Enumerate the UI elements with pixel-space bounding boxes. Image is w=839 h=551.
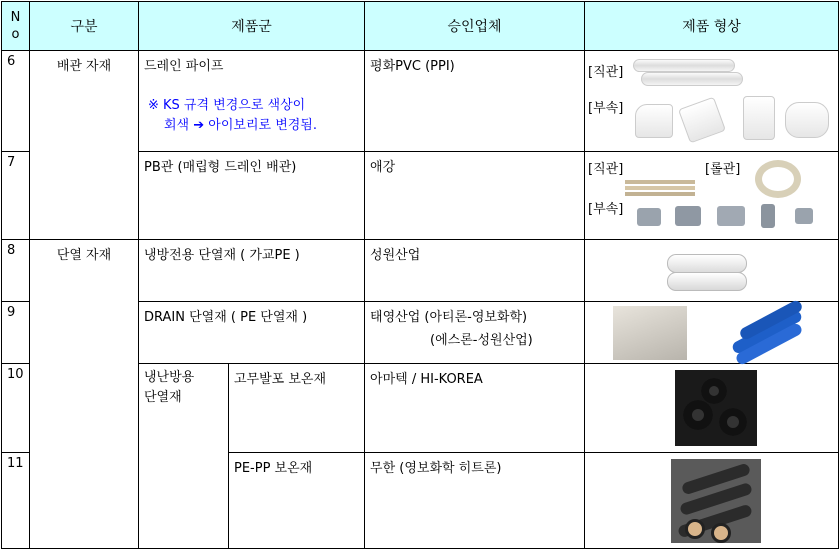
row-no: 11: [2, 453, 30, 549]
row-product: [139, 51, 365, 152]
row-company: 성원산업: [365, 240, 585, 302]
row-shape: [585, 240, 839, 302]
row-no: 9: [2, 302, 30, 364]
row-no: 7: [2, 152, 30, 240]
row-shape: [585, 152, 839, 240]
row-company: 무한 (영보화학 히트론): [365, 453, 585, 549]
pe-pp-insulation-image: [671, 459, 761, 543]
pb-straight-pipe-image: [625, 178, 697, 198]
pvc-straight-pipe-image: [633, 57, 743, 89]
row-no: 10: [2, 364, 30, 453]
pb-roll-pipe-image: [755, 160, 801, 198]
drain-pe-insulation-image: [613, 306, 687, 360]
table-row: [2, 240, 839, 302]
fitting-label: [부속]: [588, 202, 624, 217]
row-company: 아마텍 / HI-KOREA: [365, 364, 585, 453]
header-product-shape: 제품 형상: [585, 2, 839, 51]
roll-pipe-label: [롤관]: [705, 162, 741, 177]
row-company: 애강: [365, 152, 585, 240]
straight-pipe-label: [직관]: [588, 162, 624, 177]
row-shape: [585, 364, 839, 453]
row-category: 배관 자재: [30, 51, 139, 240]
company-line-1: 태영산업 (아티론-영보화학): [370, 310, 528, 325]
row-category: 단열 자재: [30, 240, 139, 549]
row-product: PB관 (매립형 드레인 배관): [139, 152, 365, 240]
fitting-label: [부속]: [588, 101, 624, 116]
straight-pipe-label: [직관]: [588, 65, 624, 80]
pe-insulation-image: [667, 250, 747, 290]
rubber-foam-insulation-image: [675, 370, 757, 446]
blue-insulation-image: [729, 308, 805, 356]
color-change-note: [144, 96, 364, 136]
row-product: 고무발포 보온재: [229, 364, 365, 453]
row-product: 냉방전용 단열재 ( 가교PE ): [139, 240, 365, 302]
note-line-1: ※ KS 규격 변경으로 색상이: [148, 98, 306, 113]
product-approval-table: [1, 1, 839, 549]
row-no: 6: [2, 51, 30, 152]
row-shape: [585, 302, 839, 364]
header-approved-company: 승인업체: [365, 2, 585, 51]
header-category: 구분: [30, 2, 139, 51]
table-header-row: [2, 2, 839, 51]
company-line-2: (에스론-성원산업): [430, 333, 533, 348]
row-product: PE-PP 보온재: [229, 453, 365, 549]
row-company: [365, 302, 585, 364]
product-name: 드레인 파이프: [144, 59, 224, 74]
row-company: 평화PVC (PPI): [365, 51, 585, 152]
row-no: 8: [2, 240, 30, 302]
header-product-group: 제품군: [139, 2, 365, 51]
pvc-fittings-image: [635, 96, 835, 144]
pb-fittings-image: [637, 202, 827, 230]
row-product: DRAIN 단열재 ( PE 단열재 ): [139, 302, 365, 364]
header-no: N o: [2, 2, 30, 51]
table-row: [2, 51, 839, 152]
row-group: 냉난방용 단열재: [139, 364, 229, 549]
note-line-2: 회색 ➔ 아이보리로 변경됨.: [164, 118, 318, 133]
row-shape: [585, 453, 839, 549]
row-shape: [585, 51, 839, 152]
